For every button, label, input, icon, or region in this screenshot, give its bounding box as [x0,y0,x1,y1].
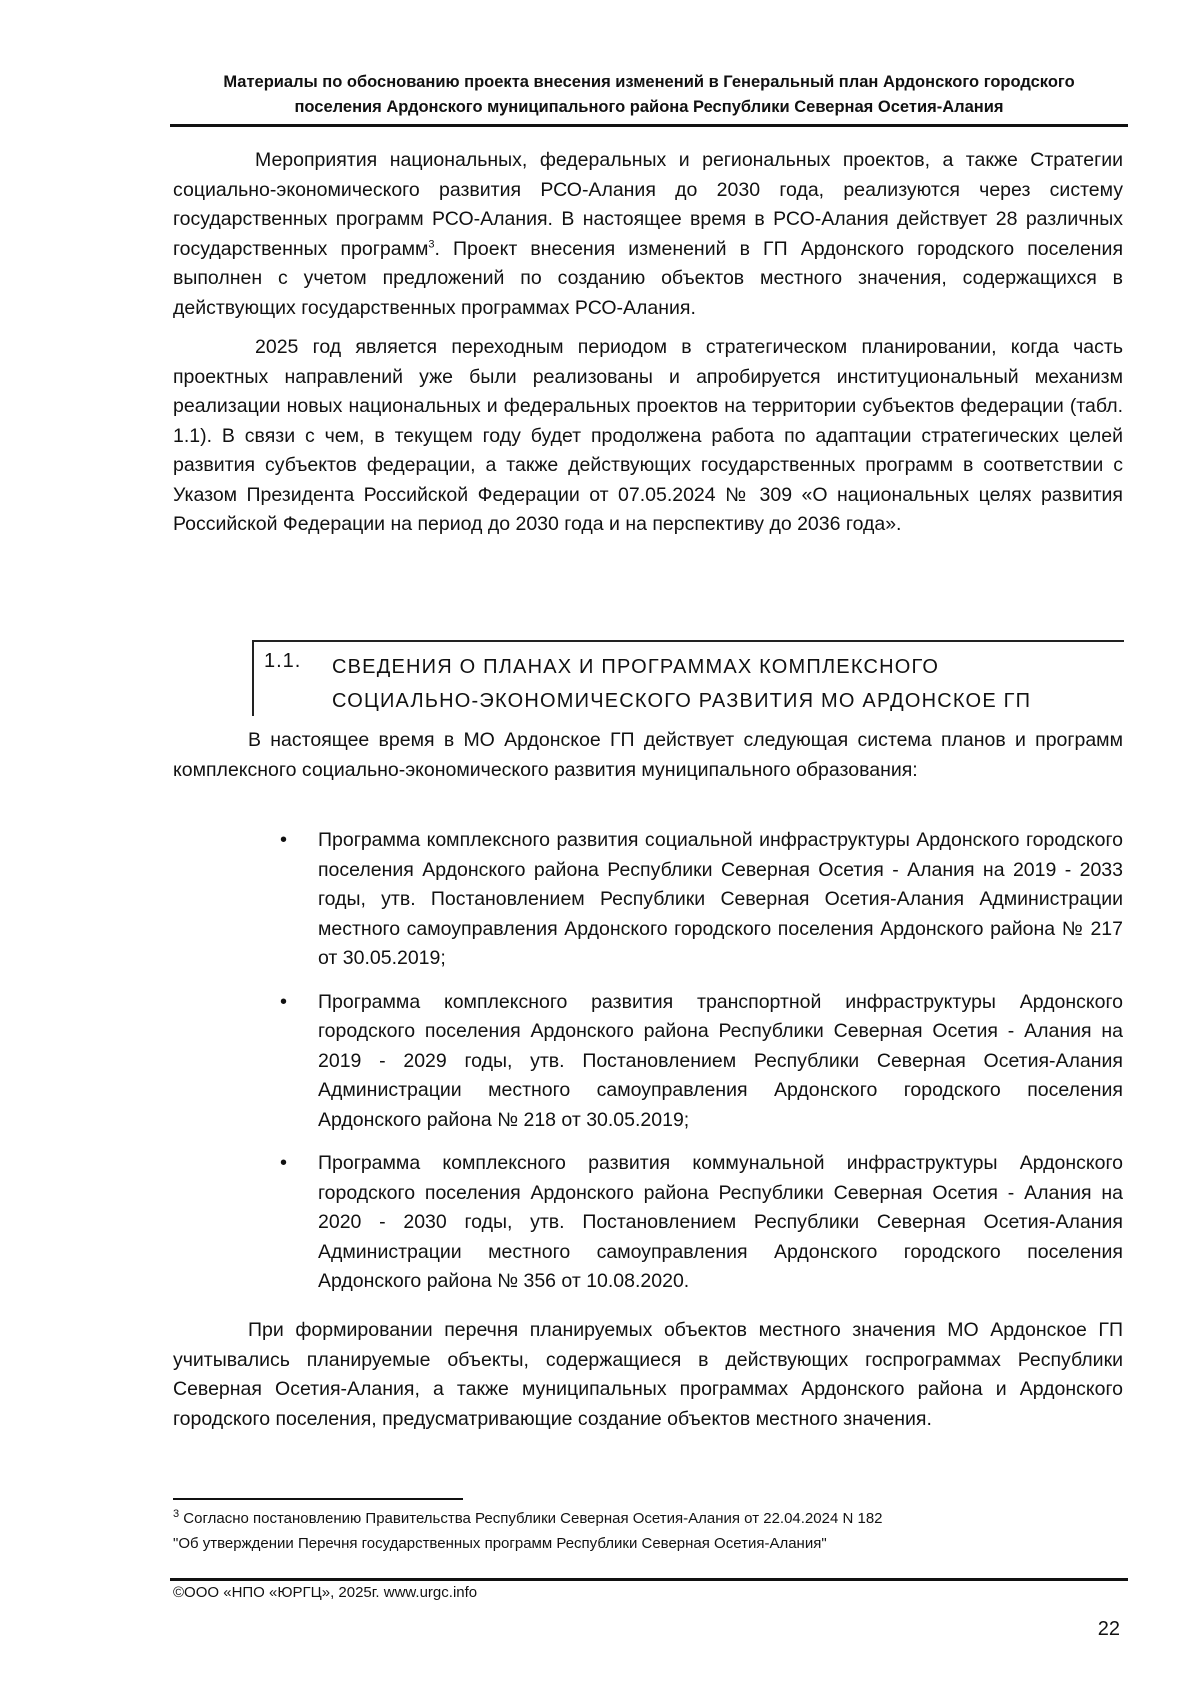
list-item [280,826,1123,974]
list-item [280,1149,1123,1297]
header-line-1: Материалы по обоснованию проекта внесения изменений в Генеральный план Ардонского городского [223,73,1075,91]
section-title [332,650,1031,718]
programs-intro [173,726,1123,795]
list-item [280,988,1123,1136]
paragraph-planned-objects: При формировании перечня планируемых объектов местного значения МО Ардонское ГП учитывались планируемые объекты, содержащиеся в действующих госпрограммах Республики Северная Осетия-Алания, а также муниципальных программах Ардонского района и Ардонского городского поселения, предусматривающие создание объектов местного значения. [173,1319,1123,1430]
header-line-2: поселения Ардонского муниципального района Республики Северная Осетия-Алания [294,98,1004,116]
list-item-text: Программа комплексного развития коммунальной инфраструктуры Ардонского городского поселения Ардонского района Республики Северная Осетия - Алания на 2020 - 2030 годы, утв. Постановлением Республики Северная Осетия-Алания Администрации местного самоуправления Ардонского городского поселения Ардонского района № 356 от 10.08.2020. [318,1152,1123,1292]
footnote-line-2: "Об утверждении Перечня государственных программ Республики Северная Осетия-Алания" [173,1535,827,1552]
section-number: 1.1. [264,650,302,672]
footer-copyright: ©ООО «НПО «ЮРГЦ», 2025г. www.urgc.info [173,1584,478,1601]
footnote-reference[interactable]: 3 [428,238,435,250]
paragraph-text: Мероприятия национальных, федеральных и региональных проектов, а также Стратегии социально-экономического развития РСО-Алания до 2030 года, реализуются через систему государственных программ РСО-Алания. В настоящее время в РСО-Алания действует 28 различных государственных программ [173,149,1123,260]
paragraph-transition-year: 2025 год является переходным периодом в стратегическом планировании, когда часть проектных направлений уже были реализованы и апробируется институциональный механизм реализации новых национальных и федеральных проектов на территории субъектов федерации (табл. 1.1). В связи с чем, в текущем году будет продолжена работа по адаптации стратегических целей развития субъектов федерации, а также действующих государственных программ в соответствии с Указом Президента Российской Федерации от 07.05.2024 № 309 «О национальных целях развития Российской Федерации на период до 2030 года и на перспективу до 2036 года». [173,336,1123,535]
intro-text [173,146,1123,550]
section-title-line-2: СОЦИАЛЬНО-ЭКОНОМИЧЕСКОГО РАЗВИТИЯ МО АРДОНСКОЕ ГП [332,690,1032,712]
header-divider [170,124,1128,127]
programs-list [280,826,1123,1311]
list-item-text: Программа комплексного развития транспортной инфраструктуры Ардонского городского поселения Ардонского района Республики Северная Осетия - Алания на 2019 - 2029 годы, утв. Постановлением Республики Северная Осетия-Алания Администрации местного самоуправления Ардонского городского поселения Ардонского района № 218 от 30.05.2019; [318,990,1123,1131]
paragraph-text: . Проект внесения изменений в ГП Ардонского городского поселения выполнен с учетом предложений по созданию объектов местного значения, содержащихся в действующих государственных программах РСО-Алания. [173,237,1124,319]
closing-text [173,1316,1123,1444]
bullet-icon: • [280,990,288,1013]
list-item-text: Программа комплексного развития социальной инфраструктуры Ардонского городского поселения Ардонского района Республики Северная Осетия - Алания на 2019 - 2033 годы, утв. Постановлением Республики Северная Осетия-Алания Администрации местного самоуправления Ардонского городского поселения Ардонского района № 217 от 30.05.2019; [318,829,1123,969]
footnote [173,1506,1123,1556]
footnote-marker: 3 [173,1508,180,1520]
footnote-line-1 [173,1506,1123,1531]
footer-divider [170,1578,1128,1581]
page-header [170,70,1128,120]
paragraph-state-programs [173,146,1123,323]
footnote-divider [173,1498,463,1500]
section-heading-box [252,640,1124,716]
bullet-icon: • [280,829,288,851]
page-number: 22 [1097,1618,1120,1640]
paragraph-programs-intro: В настоящее время в МО Ардонское ГП действует следующая система планов и программ комплексного социально-экономического развития муниципального образования: [173,729,1123,781]
bullet-icon: • [280,1152,288,1174]
footnote-text: Согласно постановлению Правительства Республики Северная Осетия-Алания от 22.04.2024 N 182 [179,1510,883,1527]
section-title-line-1: СВЕДЕНИЯ О ПЛАНАХ И ПРОГРАММАХ КОМПЛЕКСНОГО [332,656,940,678]
